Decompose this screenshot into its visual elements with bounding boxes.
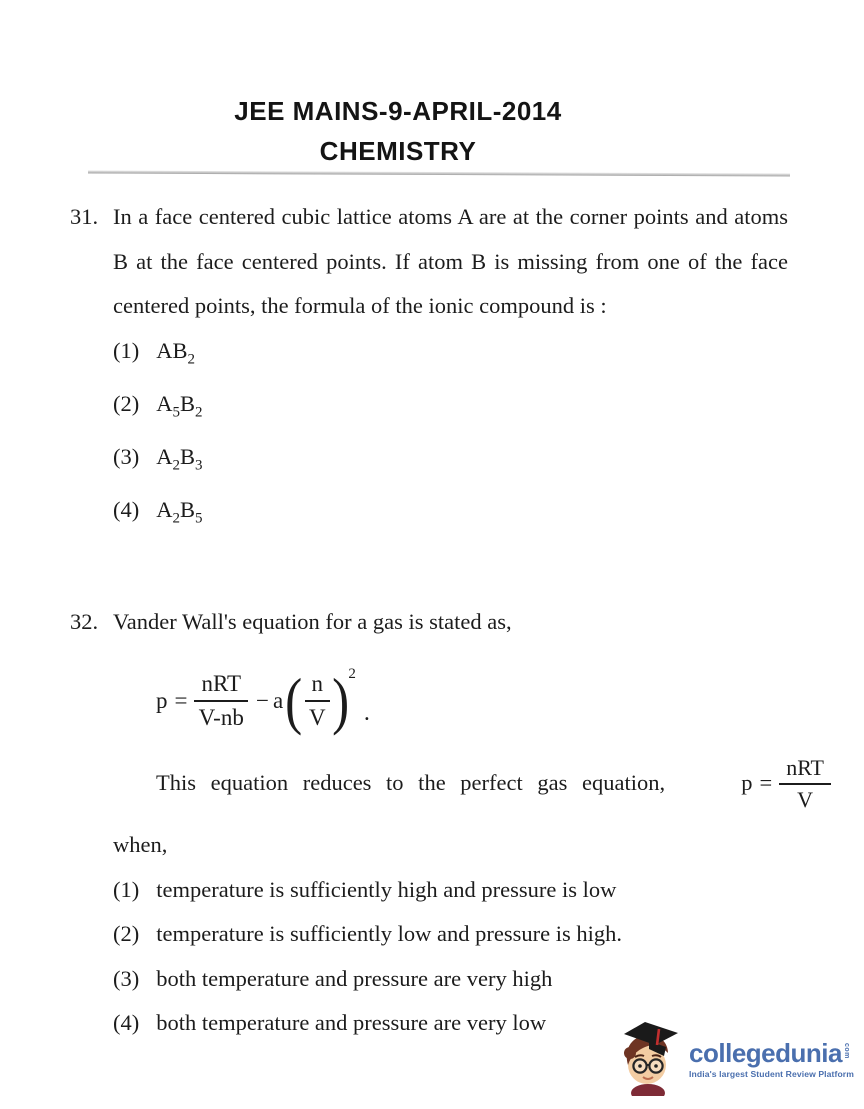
collegedunia-brand-text: collegedunia: [689, 1038, 842, 1068]
option-row: [113, 957, 788, 1002]
eq-fraction-1-denominator: V-nb: [198, 704, 244, 730]
question-32-number: 32.: [70, 609, 99, 634]
question-31-text: In a face centered cubic lattice atoms A are at the corner points and atoms B at the face centered points. If atom B is missing from one of the face centered points, the formula of the ionic compound is :: [113, 204, 788, 318]
close-paren: ): [332, 664, 350, 736]
option-text: both temperature and pressure are very high: [156, 965, 553, 991]
eq-lhs: p: [156, 687, 168, 713]
option-label: (3): [113, 443, 140, 469]
header-divider: [88, 170, 790, 176]
inline-eq-equals: =: [759, 770, 773, 796]
option-row: [113, 382, 788, 435]
eq-exponent: 2: [348, 665, 356, 682]
eq-fraction-2-denominator: V: [308, 704, 326, 730]
collegedunia-tagline: India's largest Student Review Platform: [689, 1069, 854, 1079]
option-row: [113, 912, 788, 957]
open-paren: (: [285, 664, 303, 736]
collegedunia-mascot-icon: [611, 1020, 687, 1101]
subject-title: CHEMISTRY: [319, 136, 477, 166]
eq-equals: =: [174, 687, 188, 713]
question-31: [70, 195, 788, 541]
option-label: (2): [113, 921, 140, 947]
collegedunia-logo: [611, 1020, 854, 1101]
option-text: both temperature and pressure are very low: [156, 1010, 547, 1036]
reduces-text: This equation reduces to the perfect gas equation,: [156, 770, 666, 796]
inline-eq-fraction: [779, 755, 831, 813]
reduces-statement: [156, 746, 831, 822]
eq-period: .: [363, 700, 370, 727]
option-label: (4): [113, 1010, 140, 1036]
option-formula: $A_2B_5$: [156, 496, 203, 527]
question-32-intro: Vander Wall's equation for a gas is stated as,: [113, 609, 512, 634]
eq-coefficient-a: a: [272, 687, 284, 713]
collegedunia-domain-text: com: [842, 1043, 850, 1059]
perfect-gas-equation: [741, 755, 831, 813]
option-label: (2): [113, 390, 140, 416]
paper-title: JEE MAINS-9-APRIL-2014: [234, 96, 562, 126]
eq-minus-sign: −: [256, 687, 269, 713]
option-row: [113, 329, 788, 382]
question-31-options: [113, 329, 788, 541]
option-row: [113, 488, 788, 541]
option-label: (3): [113, 965, 140, 991]
inline-eq-lhs: p: [741, 770, 753, 796]
option-row: [113, 868, 788, 913]
eq-fraction-1-numerator: nRT: [194, 670, 248, 701]
question-32: [70, 600, 824, 1046]
when-text: when,: [113, 831, 168, 857]
eq-fraction-2-numerator: n: [305, 670, 331, 701]
option-formula: $AB_2$: [156, 337, 196, 367]
option-label: (1): [113, 337, 140, 363]
option-text: temperature is sufficiently high and pressure is low: [156, 876, 617, 902]
option-text: temperature is sufficiently low and pressure is high.: [156, 921, 622, 947]
eq-fraction-1: [194, 670, 248, 730]
option-formula: $A_5B_2$: [156, 390, 203, 421]
option-formula: $A_2B_3$: [156, 443, 203, 474]
eq-fraction-2: [305, 670, 331, 730]
option-label: (1): [113, 876, 140, 902]
vanderwaals-equation: [156, 658, 788, 744]
option-row: [113, 435, 788, 488]
option-label: (4): [113, 496, 140, 522]
inline-eq-denominator: V: [797, 786, 814, 812]
inline-eq-numerator: nRT: [779, 755, 831, 785]
question-31-number: 31.: [70, 204, 99, 229]
